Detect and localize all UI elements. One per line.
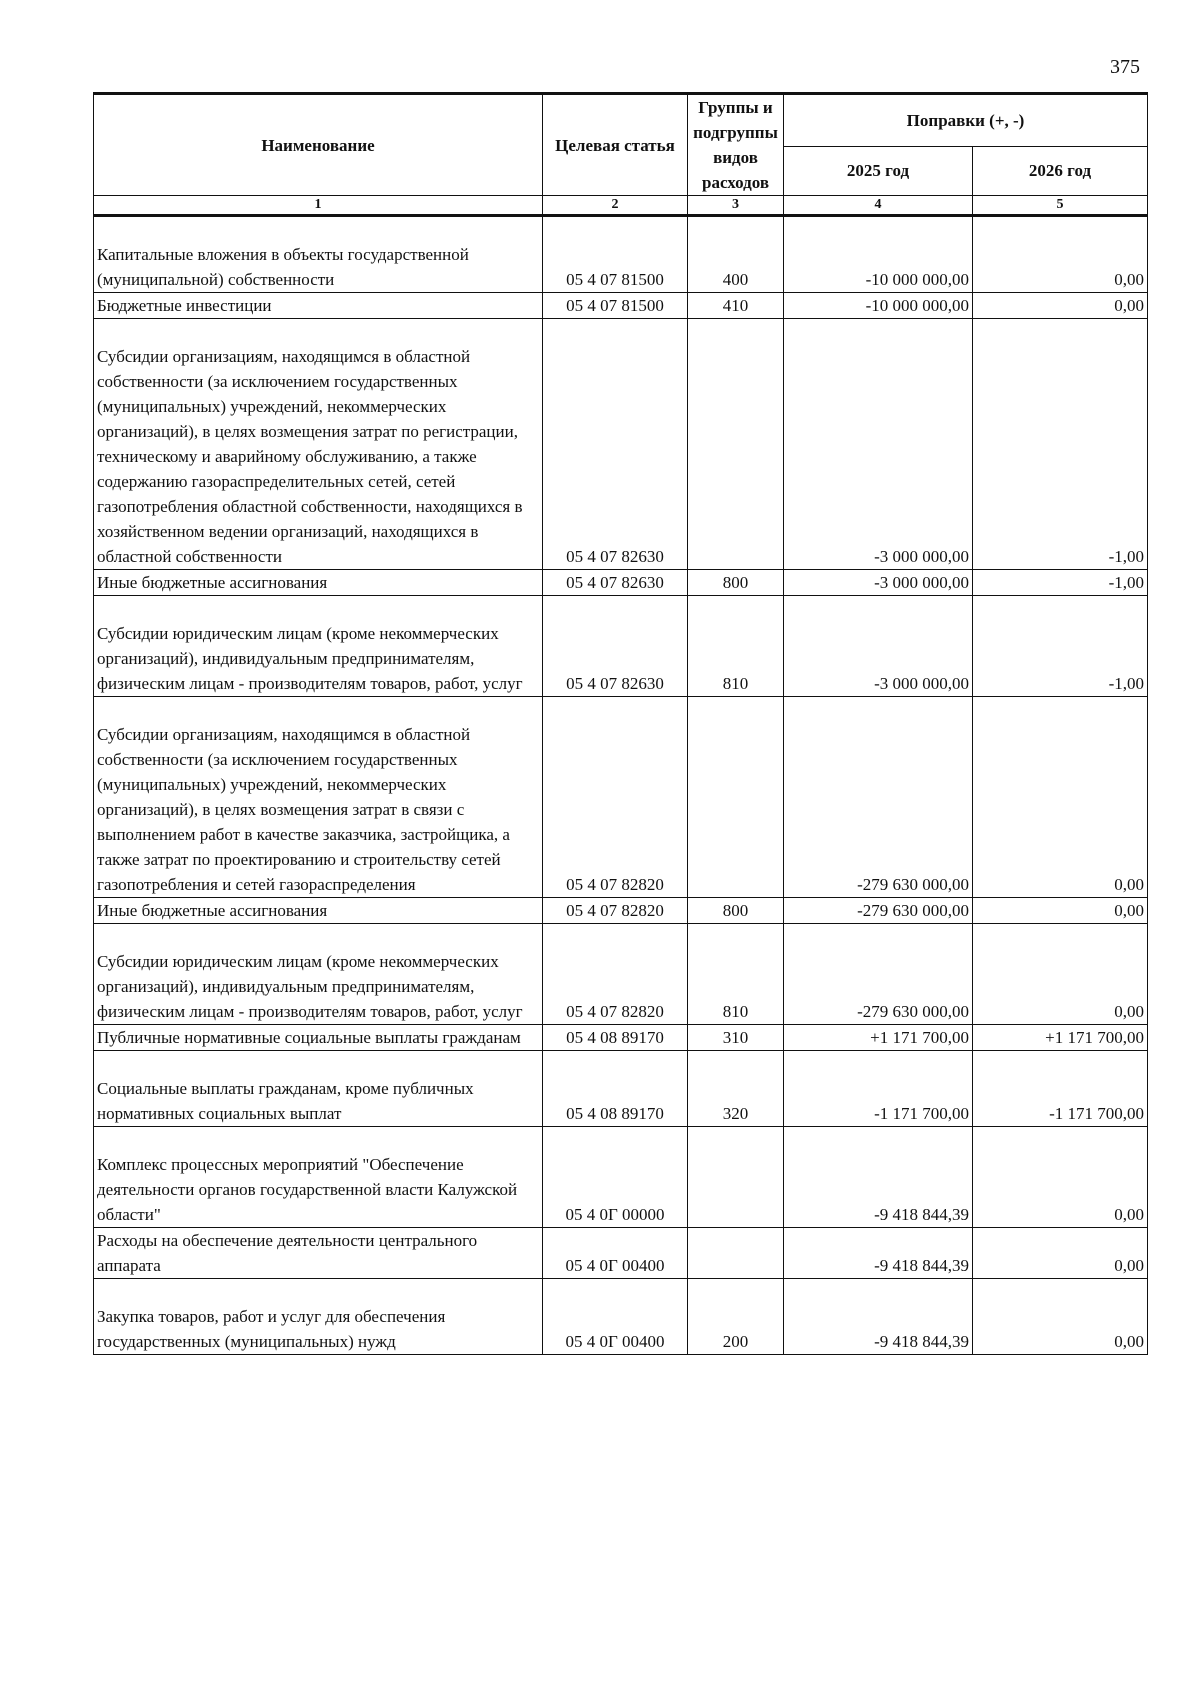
row-amount-2025 (784, 1279, 973, 1355)
row-amount-2025 (784, 570, 973, 596)
table-row (94, 1127, 1148, 1228)
header-year-2025: 2025 год (784, 146, 973, 195)
row-target-article-text: 05 4 08 89170 (566, 1028, 664, 1047)
table-row (94, 1051, 1148, 1127)
row-name (94, 697, 543, 898)
row-amount-2026 (973, 1228, 1148, 1279)
row-name-text: Капитальные вложения в объекты государственной (муниципальной) собственности (97, 245, 469, 289)
row-expense-group-text: 400 (722, 270, 749, 289)
row-target-article-text: 05 4 07 82820 (566, 1002, 664, 1021)
row-name (94, 216, 543, 293)
row-amount-2025-text: -279 630 000,00 (857, 1002, 969, 1021)
row-amount-2026-text: 0,00 (1114, 1205, 1145, 1224)
row-expense-group-text: 410 (722, 296, 749, 315)
row-amount-2026-text: +1 171 700,00 (1045, 1028, 1145, 1047)
row-expense-group (688, 216, 784, 293)
row-amount-2026-text: -1,00 (1108, 547, 1145, 566)
row-amount-2026 (973, 596, 1148, 697)
table-row (94, 924, 1148, 1025)
row-name-text: Бюджетные инвестиции (97, 296, 272, 315)
row-target-article (543, 898, 688, 924)
row-amount-2025 (784, 1228, 973, 1279)
row-amount-2025 (784, 697, 973, 898)
header-target-article: Целевая статья (543, 94, 688, 196)
row-target-article (543, 293, 688, 319)
row-expense-group-text: 810 (722, 674, 749, 693)
row-amount-2025 (784, 898, 973, 924)
row-amount-2026 (973, 1025, 1148, 1051)
row-name (94, 924, 543, 1025)
row-expense-group (688, 924, 784, 1025)
column-number-3: 3 (688, 196, 784, 216)
row-expense-group-text: 320 (722, 1104, 749, 1123)
column-number-2: 2 (543, 196, 688, 216)
table-row (94, 570, 1148, 596)
row-amount-2025-text: -279 630 000,00 (857, 875, 969, 894)
row-target-article (543, 1127, 688, 1228)
row-name-text: Субсидии юридическим лицам (кроме некоммерческих организаций), индивидуальным предпринимателям, физическим лицам - производителям товаров, работ, услуг (97, 624, 523, 693)
row-amount-2026 (973, 924, 1148, 1025)
row-amount-2025-text: -9 418 844,39 (874, 1205, 969, 1224)
column-number-1: 1 (94, 196, 543, 216)
row-expense-group (688, 1051, 784, 1127)
row-expense-group (688, 596, 784, 697)
row-target-article-text: 05 4 07 82630 (566, 674, 664, 693)
row-amount-2026 (973, 898, 1148, 924)
header-name: Наименование (94, 94, 543, 196)
row-amount-2026 (973, 1279, 1148, 1355)
column-number-4: 4 (784, 196, 973, 216)
row-amount-2025-text: +1 171 700,00 (870, 1028, 969, 1047)
row-amount-2026-text: 0,00 (1114, 296, 1145, 315)
row-name (94, 898, 543, 924)
row-amount-2025 (784, 1051, 973, 1127)
header-column-numbers (94, 196, 1148, 216)
row-target-article (543, 924, 688, 1025)
row-amount-2026-text: 0,00 (1114, 1332, 1145, 1351)
page-number: 375 (1110, 56, 1140, 78)
row-target-article (543, 319, 688, 570)
row-amount-2025 (784, 924, 973, 1025)
row-amount-2025 (784, 293, 973, 319)
row-name (94, 1127, 543, 1228)
table-row (94, 1025, 1148, 1051)
row-amount-2026 (973, 319, 1148, 570)
row-name-text: Субсидии юридическим лицам (кроме некоммерческих организаций), индивидуальным предпринимателям, физическим лицам - производителям товаров, работ, услуг (97, 952, 523, 1021)
row-expense-group (688, 319, 784, 570)
row-target-article-text: 05 4 07 82630 (566, 547, 664, 566)
row-target-article (543, 1279, 688, 1355)
table-row (94, 898, 1148, 924)
row-target-article (543, 1228, 688, 1279)
row-amount-2025-text: -3 000 000,00 (874, 573, 969, 592)
row-amount-2025 (784, 1127, 973, 1228)
row-amount-2025 (784, 596, 973, 697)
row-name-text: Расходы на обеспечение деятельности центрального аппарата (97, 1231, 478, 1275)
row-name (94, 570, 543, 596)
row-amount-2026-text: 0,00 (1114, 1002, 1145, 1021)
row-amount-2025-text: -1 171 700,00 (874, 1104, 969, 1123)
row-expense-group-text: 800 (722, 901, 749, 920)
header-amendments: Поправки (+, -) (784, 94, 1148, 147)
row-expense-group (688, 898, 784, 924)
row-target-article-text: 05 4 0Г 00000 (565, 1205, 665, 1224)
row-amount-2025-text: -10 000 000,00 (865, 270, 969, 289)
row-target-article-text: 05 4 07 82820 (566, 901, 664, 920)
row-target-article (543, 697, 688, 898)
row-name (94, 293, 543, 319)
row-name-text: Закупка товаров, работ и услуг для обеспечения государственных (муниципальных) нужд (97, 1307, 446, 1351)
row-name-text: Иные бюджетные ассигнования (97, 573, 328, 592)
row-target-article-text: 05 4 07 81500 (566, 296, 664, 315)
row-amount-2026-text: 0,00 (1114, 901, 1145, 920)
row-expense-group (688, 1127, 784, 1228)
row-expense-group-text: 310 (722, 1028, 749, 1047)
table-row (94, 697, 1148, 898)
row-target-article-text: 05 4 07 82630 (566, 573, 664, 592)
row-target-article (543, 570, 688, 596)
row-name-text: Субсидии организациям, находящимся в областной собственности (за исключением государственных (муниципальных) учреждений, некоммерческих организаций), в целях возмещения затрат по регистрации, техническому и аварийному обслуживанию, а также содержанию газораспределительных сетей, сетей газопотребления областной собственности, находящихся в хозяйственном ведении организаций, находящихся в областной собственности (97, 347, 523, 566)
row-name (94, 1051, 543, 1127)
row-amount-2025-text: -9 418 844,39 (874, 1332, 969, 1351)
row-expense-group-text: 800 (722, 573, 749, 592)
row-amount-2025-text: -3 000 000,00 (874, 674, 969, 693)
row-name-text: Социальные выплаты гражданам, кроме публичных нормативных социальных выплат (97, 1079, 474, 1123)
row-name (94, 1279, 543, 1355)
table-row (94, 293, 1148, 319)
row-expense-group (688, 570, 784, 596)
row-target-article (543, 1025, 688, 1051)
table-row (94, 216, 1148, 293)
table-row (94, 319, 1148, 570)
row-expense-group (688, 1228, 784, 1279)
row-amount-2026-text: -1,00 (1108, 573, 1145, 592)
row-amount-2026 (973, 1127, 1148, 1228)
row-target-article-text: 05 4 0Г 00400 (565, 1256, 665, 1275)
table-row (94, 1279, 1148, 1355)
row-name (94, 1228, 543, 1279)
row-name-text: Публичные нормативные социальные выплаты гражданам (97, 1028, 521, 1047)
row-amount-2026-text: 0,00 (1114, 875, 1145, 894)
row-amount-2025-text: -3 000 000,00 (874, 547, 969, 566)
row-target-article-text: 05 4 07 81500 (566, 270, 664, 289)
row-name-text: Комплекс процессных мероприятий "Обеспечение деятельности органов государственной власти Калужской области" (97, 1155, 518, 1224)
header-row-top (94, 94, 1148, 147)
row-expense-group (688, 1279, 784, 1355)
row-amount-2026-text: 0,00 (1114, 1256, 1145, 1275)
header-expense-groups: Группы и подгруппы видов расходов (688, 94, 784, 196)
row-amount-2025-text: -10 000 000,00 (865, 296, 969, 315)
row-amount-2026 (973, 1051, 1148, 1127)
header-year-2026: 2026 год (973, 146, 1148, 195)
budget-amendments-table (93, 92, 1148, 1355)
row-amount-2025 (784, 319, 973, 570)
row-name (94, 319, 543, 570)
row-name-text: Субсидии организациям, находящимся в областной собственности (за исключением государственных (муниципальных) учреждений, некоммерческих организаций), в целях возмещения затрат в связи с выполнением работ в качестве заказчика, застройщика, а также затрат по проектированию и строительству сетей газопотребления и сетей газораспределения (97, 725, 510, 894)
row-target-article-text: 05 4 08 89170 (566, 1104, 664, 1123)
row-amount-2026-text: -1,00 (1108, 674, 1145, 693)
row-target-article (543, 1051, 688, 1127)
row-amount-2026-text: -1 171 700,00 (1049, 1104, 1145, 1123)
row-expense-group-text: 810 (722, 1002, 749, 1021)
row-amount-2025-text: -9 418 844,39 (874, 1256, 969, 1275)
row-expense-group (688, 697, 784, 898)
table-row (94, 596, 1148, 697)
column-number-5: 5 (973, 196, 1148, 216)
row-target-article-text: 05 4 07 82820 (566, 875, 664, 894)
row-name (94, 596, 543, 697)
row-expense-group (688, 293, 784, 319)
row-amount-2025 (784, 1025, 973, 1051)
row-target-article-text: 05 4 0Г 00400 (565, 1332, 665, 1351)
row-target-article (543, 596, 688, 697)
table-row (94, 1228, 1148, 1279)
row-amount-2026-text: 0,00 (1114, 270, 1145, 289)
row-amount-2026 (973, 697, 1148, 898)
row-amount-2026 (973, 570, 1148, 596)
row-name-text: Иные бюджетные ассигнования (97, 901, 328, 920)
row-amount-2026 (973, 216, 1148, 293)
row-target-article (543, 216, 688, 293)
table-body (94, 216, 1148, 1355)
row-amount-2026 (973, 293, 1148, 319)
row-amount-2025 (784, 216, 973, 293)
row-expense-group-text: 200 (722, 1332, 749, 1351)
row-expense-group (688, 1025, 784, 1051)
row-amount-2025-text: -279 630 000,00 (857, 901, 969, 920)
row-name (94, 1025, 543, 1051)
